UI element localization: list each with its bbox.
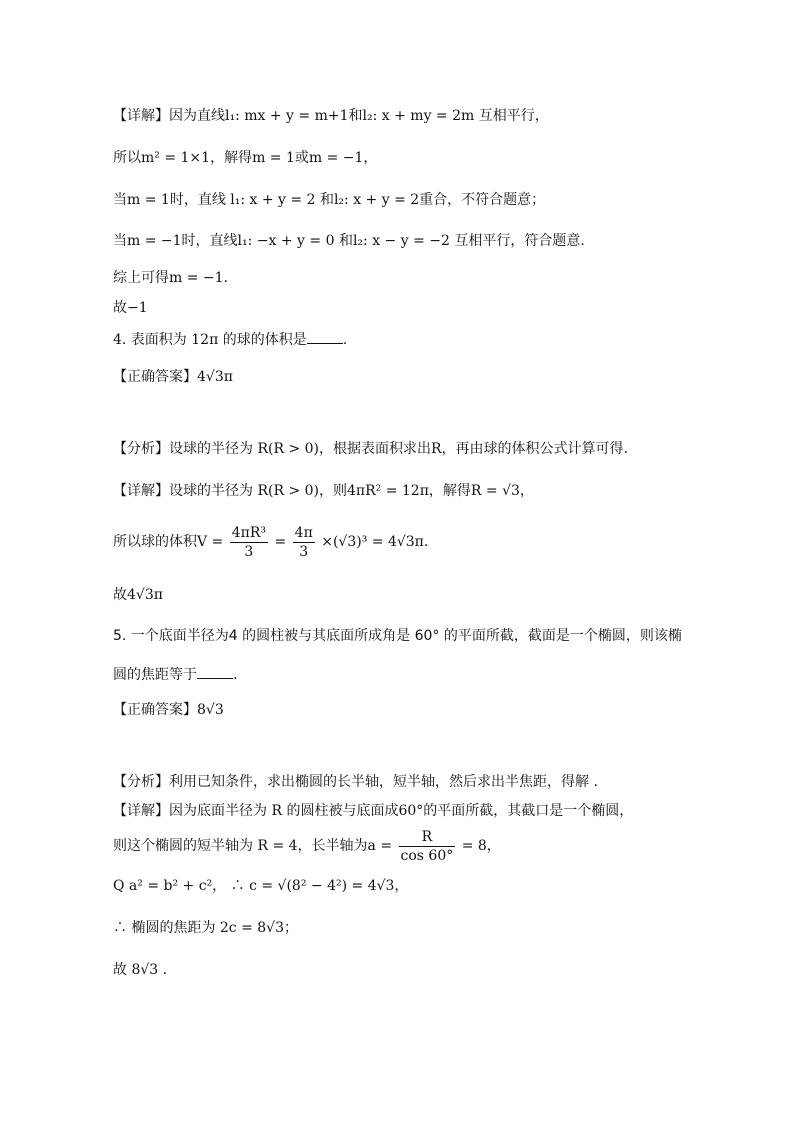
volume-suffix: ×(√3)³ = 4√3π. <box>321 534 429 550</box>
volume-fraction-1 <box>230 524 268 561</box>
correct-answer-5: 【正确答案】8√3 <box>113 702 224 718</box>
detail-5-line-1: 【详解】因为底面半径为 R 的圆柱被与底面成60°的平面所截，其截口是一个椭圆， <box>113 803 634 819</box>
volume-fraction-2 <box>293 524 315 561</box>
equals-sign: = <box>274 534 287 550</box>
question-5-line-2 <box>113 664 237 685</box>
detail-5-line-4: ∴ 椭圆的焦距为 2c = 8√3； <box>113 920 299 936</box>
axis-fraction <box>399 828 456 865</box>
final-answer-4: 故4√3π <box>113 587 163 603</box>
analysis-5: 【分析】利用已知条件，求出椭圆的长半轴，短半轴，然后求出半焦距，得解 . <box>113 774 598 790</box>
question-4 <box>113 329 347 350</box>
detail-4-volume-line <box>113 522 428 562</box>
answer-blank <box>197 664 233 679</box>
question-5-text: 圆的焦距等于 <box>113 667 197 683</box>
solution-detail-line-1: 【详解】因为直线l₁: mx + y = m+1和l₂: x + my = 2m 互相平行， <box>113 108 549 124</box>
final-answer-5: 故 8√3 . <box>113 962 168 978</box>
detail-5-line-3: Q a² = b² + c²， ∴ c = √(8² − 4²) = 4√3， <box>113 878 409 894</box>
axis-suffix: = 8， <box>461 838 501 854</box>
solution-detail-line-3: 当m = 1时，直线 l₁: x + y = 2 和l₂: x + y = 2重合，不符合题意； <box>113 192 546 208</box>
detail-4-line-1: 【详解】设球的半径为 R(R > 0)，则4πR² = 12π，解得R = √3， <box>113 483 534 499</box>
fraction-2-denominator: 3 <box>299 543 309 560</box>
fraction-1-denominator: 3 <box>244 543 254 560</box>
final-answer-line: 故−1 <box>113 300 148 316</box>
solution-detail-line-4: 当m = −1时，直线l₁: −x + y = 0 和l₂: x − y = −2 互相平行，符合题意. <box>113 233 585 249</box>
analysis-4: 【分析】设球的半径为 R(R > 0)，根据表面积求出R，再由球的体积公式计算可得. <box>113 441 628 457</box>
question-5-period: . <box>233 667 238 683</box>
conclusion-line: 综上可得m = −1. <box>113 270 228 286</box>
answer-blank <box>307 329 343 344</box>
question-4-text: 4. 表面积为 12π 的球的体积是 <box>113 332 307 348</box>
question-5-line-1: 5. 一个底面半径为4 的圆柱被与其底面所成角是 60° 的平面所截，截面是一个椭圆，则该椭 <box>113 628 682 644</box>
solution-detail-line-2: 所以m² = 1×1，解得m = 1或m = −1， <box>113 150 378 166</box>
correct-answer-4: 【正确答案】4√3π <box>113 369 233 385</box>
axis-prefix: 则这个椭圆的短半轴为 R = 4，长半轴为a = <box>113 838 393 854</box>
fraction-1-numerator: 4πR³ <box>231 524 267 541</box>
fraction-2-numerator: 4π <box>294 524 313 541</box>
question-4-period: . <box>342 332 348 348</box>
axis-fraction-numerator: R <box>399 828 456 847</box>
volume-prefix: 所以球的体积V = <box>113 534 224 550</box>
detail-5-axis-line <box>113 826 501 866</box>
axis-fraction-denominator: cos 60° <box>400 847 454 864</box>
